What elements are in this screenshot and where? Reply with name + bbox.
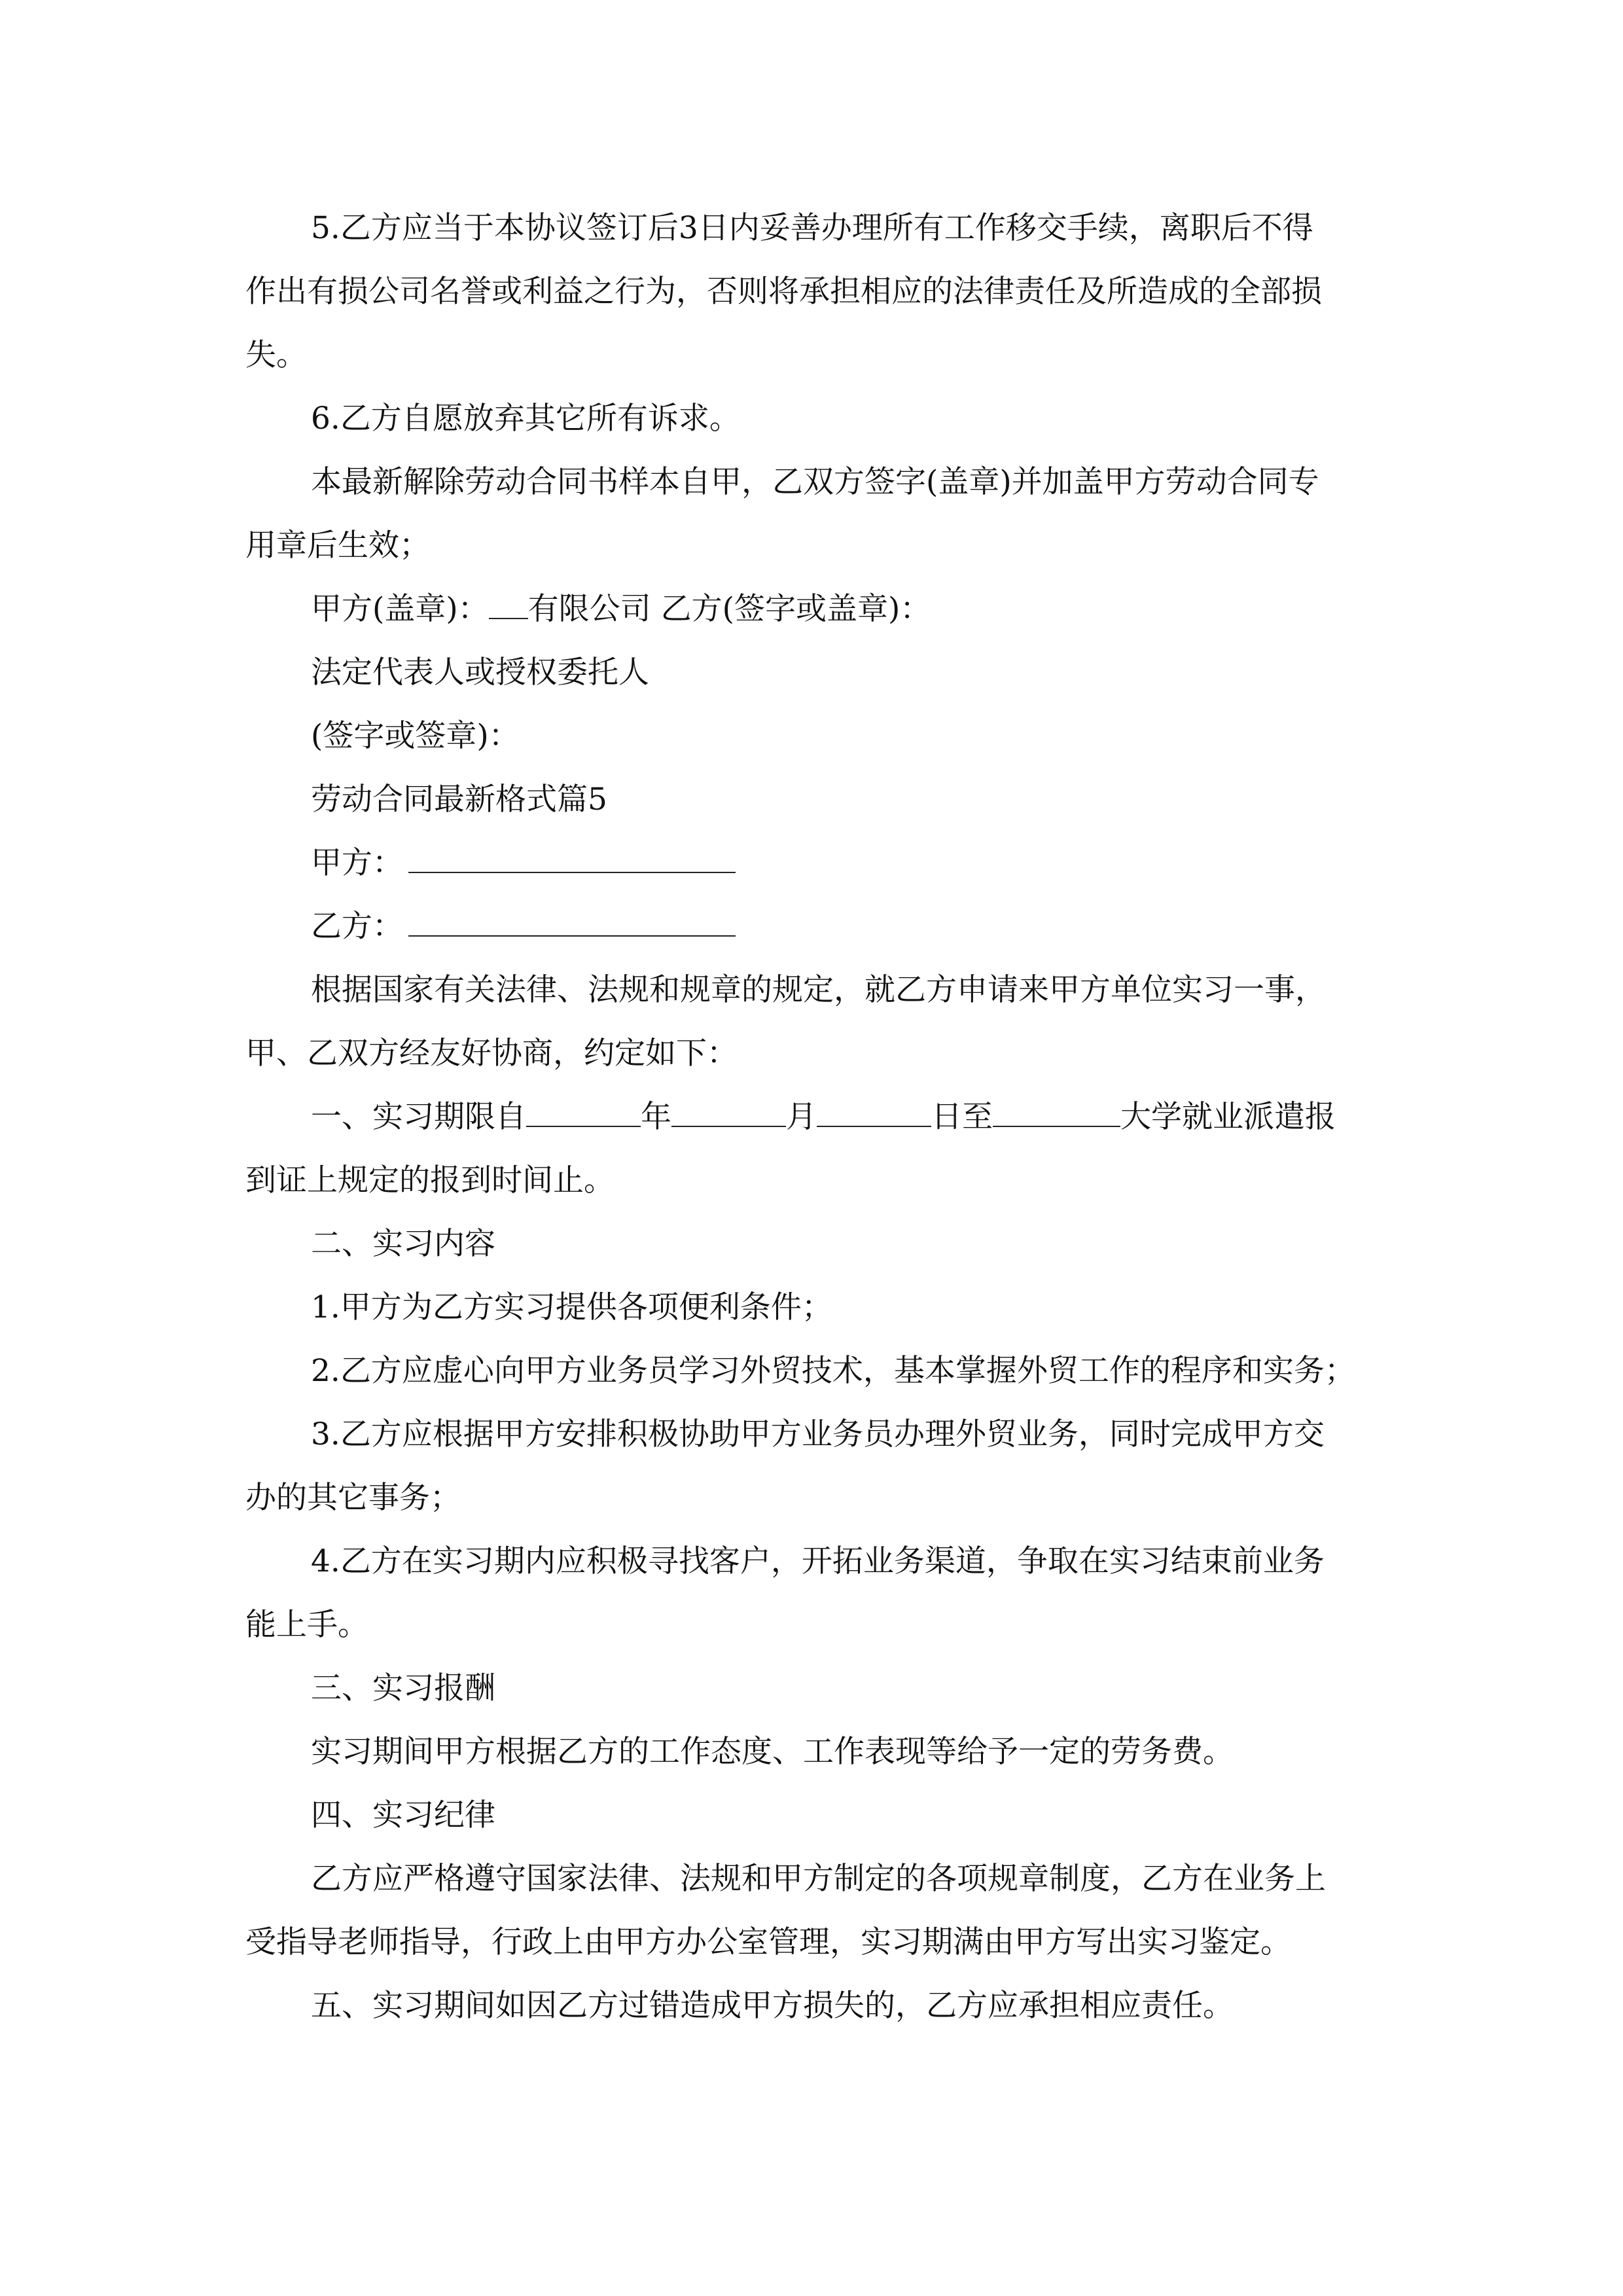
- paragraph-5-line-2: 作出有损公司名誉或利益之行为，否则将承担相应的法律责任及所造成的全部损: [245, 274, 1322, 310]
- pay-clause: 实习期间甲方根据乙方的工作态度、工作表现等给予一定的劳务费。: [311, 1734, 1234, 1770]
- heading-internship-content: 二、实习内容: [311, 1226, 495, 1262]
- day-label: 日至: [931, 1099, 993, 1135]
- signature-line-parties: [245, 577, 1387, 641]
- content-item-3-line-1: 3.乙方应根据甲方安排积极协助甲方业务员办理外贸业务，同时完成甲方交: [311, 1416, 1325, 1452]
- heading-internship-pay: 三、实习报酬: [311, 1670, 495, 1706]
- content-item-2: 2.乙方应虚心向甲方业务员学习外贸技术，基本掌握外贸工作的程序和实务；: [311, 1353, 1355, 1389]
- month-label: 月: [786, 1099, 817, 1135]
- party-a-seal-label: 甲方(盖章)：: [311, 591, 489, 627]
- content-item-1: 1.甲方为乙方实习提供各项便利条件；: [311, 1289, 832, 1325]
- content-item-4-line-2: 能上手。: [245, 1607, 368, 1643]
- day-blank: [817, 1100, 931, 1127]
- preamble-line-1: 根据国家有关法律、法规和规章的规定，就乙方申请来甲方单位实习一事，: [311, 972, 1326, 1008]
- party-b-sign-label: 有限公司 乙方(签字或盖章)：: [527, 591, 931, 627]
- legal-representative-label: 法定代表人或授权委托人: [311, 655, 649, 691]
- party-b-blank: [408, 909, 736, 937]
- month-blank: [671, 1100, 786, 1127]
- party-b-label: 乙方：: [311, 908, 403, 944]
- signature-label: (签字或签章)：: [311, 718, 520, 754]
- preamble-line-2: 甲、乙双方经友好协商，约定如下：: [245, 1035, 738, 1071]
- effect-clause-line-2: 用章后生效；: [245, 528, 430, 564]
- year-label: 年: [641, 1099, 671, 1135]
- company-name-blank: [489, 592, 528, 619]
- period-start-label: 一、实习期限自: [311, 1099, 526, 1135]
- party-a-blank: [408, 846, 736, 873]
- party-a-label: 甲方：: [311, 845, 403, 881]
- paragraph-5-line-3: 失。: [245, 337, 307, 373]
- party-a-line: [245, 831, 1387, 895]
- internship-period-line-2: 到证上规定的报到时间止。: [245, 1162, 615, 1198]
- discipline-clause-line-2: 受指导老师指导，行政上由甲方办公室管理，实习期满由甲方写出实习鉴定。: [245, 1924, 1291, 1960]
- year-blank: [526, 1100, 641, 1127]
- section-title: 劳动合同最新格式篇5: [311, 781, 607, 817]
- internship-period-line: [245, 1085, 1387, 1149]
- heading-internship-discipline: 四、实习纪律: [311, 1797, 495, 1833]
- paragraph-6: 6.乙方自愿放弃其它所有诉求。: [311, 401, 740, 437]
- content-item-4-line-1: 4.乙方在实习期内应积极寻找客户，开拓业务渠道，争取在实习结束前业务: [311, 1543, 1325, 1579]
- university-label: 大学就业派遣报: [1120, 1099, 1336, 1135]
- content-item-3-line-2: 办的其它事务；: [245, 1480, 461, 1516]
- effect-clause-line-1: 本最新解除劳动合同书样本自甲，乙双方签字(盖章)并加盖甲方劳动合同专: [311, 464, 1319, 500]
- paragraph-5-line-1: 5.乙方应当于本协议签订后3日内妥善办理所有工作移交手续，离职后不得: [311, 210, 1313, 246]
- discipline-clause-line-1: 乙方应严格遵守国家法律、法规和甲方制定的各项规章制度，乙方在业务上: [311, 1861, 1326, 1897]
- party-b-line: [245, 895, 1387, 958]
- university-blank: [993, 1100, 1120, 1127]
- liability-clause: 五、实习期间如因乙方过错造成甲方损失的，乙方应承担相应责任。: [311, 1988, 1234, 2024]
- document-body: [245, 196, 1387, 2037]
